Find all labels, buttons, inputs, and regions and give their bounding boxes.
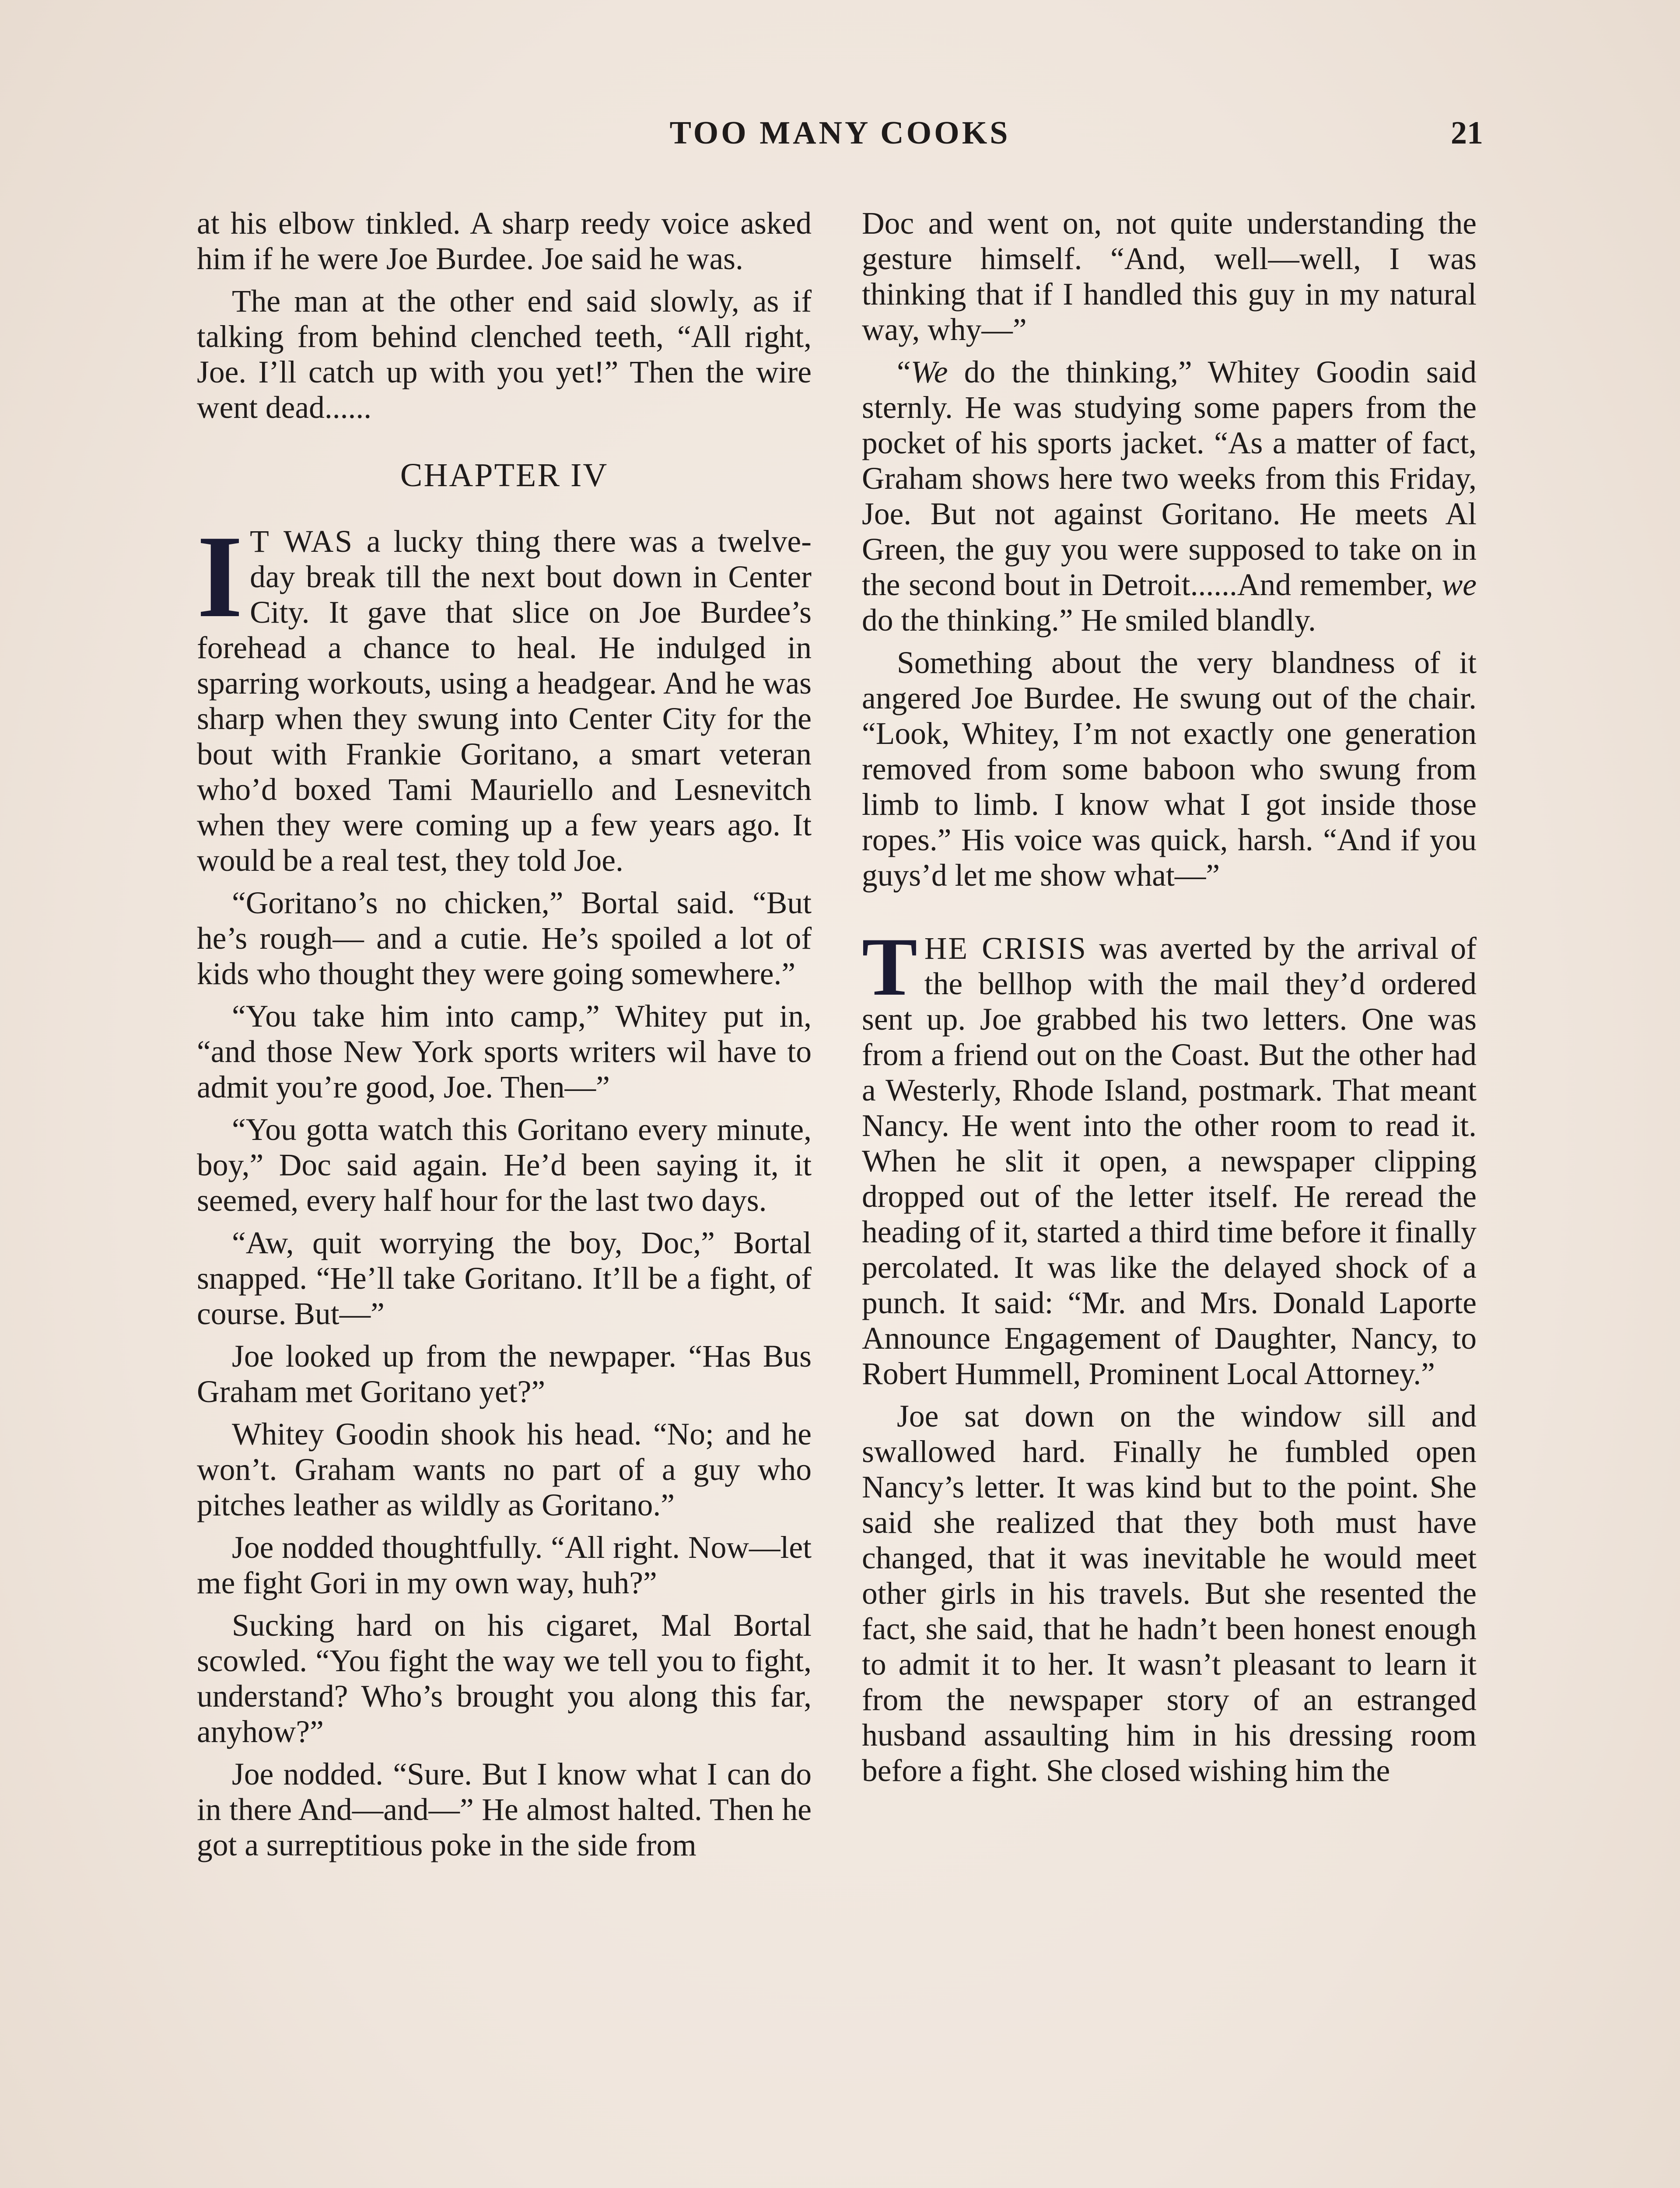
paragraph	[862, 921, 1477, 1392]
paragraph-text: was averted by the arrival of the bellhop with the mail they’d ordered sent up. Joe grabbed his two letters. One was from a friend out on the Coast. But the other had a Westerly, Rhode Island, postmark. That meant Nancy. He went into the other room to read it. When he slit it open, a newspaper clipping dropped out of the letter itself. He reread the heading of it, started a third time before it finally percolated. It was like the delayed shock of a punch. It said: “Mr. and Mrs. Donald Laporte Announce Engagement of Daughter, Nancy, to Robert Hummell, Prominent Local Attorney.”	[862, 931, 1477, 1391]
paragraph: “We do the thinking,” Whitey Goodin said sternly. He was studying some papers from the pocket of his sports jacket. “As a matter of fact, Graham shows here two weeks from this Friday, Joe. But not against Goritano. He meets Al Green, the guy you were supposed to take on in the second bout in Detroit......And remember, we do the thinking.” He smiled blandly.	[862, 355, 1477, 638]
lead-in: HE CRISIS	[924, 931, 1087, 966]
paragraph: Sucking hard on his cigaret, Mal Bortal scowled. “You fight the way we tell you to fight, understand? Who’s brought you along this far, anyhow?”	[197, 1608, 812, 1749]
drop-cap: T	[862, 921, 917, 1013]
paragraph: Joe nodded. “Sure. But I know what I can do in there And—and—” He almost halted. Then he got a surreptitious poke in the side from	[197, 1757, 812, 1862]
paragraph-text: do the thinking,” Whitey Goodin said sternly. He was studying some papers from the pocket of his sports jacket. “As a matter of fact, Graham shows here two weeks from this Friday, Joe. But not against Goritano. He meets Al Green, the guy you were supposed to take on in the second bout in Detroit......And remember,	[862, 355, 1477, 602]
paragraph-text: do the thinking.” He smiled blandly.	[862, 603, 1316, 638]
emphasis: We	[910, 355, 948, 389]
lead-in: T WAS	[250, 524, 354, 559]
left-column	[197, 206, 812, 1870]
paragraph: Doc and went on, not quite understanding the gesture himself. “And, well—well, I was thinking that if I handled this guy in my natural way, why—”	[862, 206, 1477, 347]
right-column	[862, 206, 1477, 1795]
section-break	[862, 900, 1477, 931]
drop-cap: I	[197, 511, 243, 642]
page-header	[197, 115, 1483, 167]
paragraph	[197, 511, 812, 878]
paragraph: “Goritano’s no chicken,” Bortal said. “But he’s rough— and a cutie. He’s spoiled a lot of kids who thought they were going somewhere.”	[197, 886, 812, 991]
running-title: TOO MANY COOKS	[669, 115, 1011, 151]
paragraph: Whitey Goodin shook his head. “No; and he won’t. Graham wants no part of a guy who pitches leather as wildly as Goritano.”	[197, 1417, 812, 1522]
paragraph: Joe looked up from the newpaper. “Has Bus Graham met Goritano yet?”	[197, 1339, 812, 1409]
paragraph: Joe nodded thoughtfully. “All right. Now—let me fight Gori in my own way, huh?”	[197, 1530, 812, 1600]
chapter-heading: CHAPTER IV	[400, 457, 609, 494]
paragraph-text: a lucky thing there was a twelve-day break till the next bout down in Center City. It gave that slice on Joe Burdee’s forehead a chance to heal. He indulged in sparring workouts, using a headgear. And he was sharp when they swung into Center City for the bout with Frankie Goritano, a smart veteran who’d boxed Tami Mauriello and Lesnevitch when they were coming up a few years ago. It would be a real test, they told Joe.	[197, 524, 812, 878]
paragraph: The man at the other end said slowly, as if talking from behind clenched teeth, “All right, Joe. I’ll catch up with you yet!” Then the wire went dead......	[197, 284, 812, 425]
paragraph: at his elbow tinkled. A sharp reedy voice asked him if he were Joe Burdee. Joe said he was.	[197, 206, 812, 276]
emphasis: we	[1442, 568, 1477, 602]
paragraph: “You take him into camp,” Whitey put in, “and those New York sports writers wil have to admit you’re good, Joe. Then—”	[197, 999, 812, 1105]
paragraph: “You gotta watch this Goritano every minute, boy,” Doc said again. He’d been saying it, it seemed, every half hour for the last two days.	[197, 1112, 812, 1218]
paragraph: Joe sat down on the window sill and swallowed hard. Finally he fumbled open Nancy’s letter. It was kind but to the point. She said she realized that they both must have changed, that it was inevitable he would meet other girls in his travels. But she resented the fact, she said, that he hadn’t been honest enough to admit it to her. It wasn’t pleasant to learn it from the newspaper story of an estranged husband assaulting him in his dressing room before a fight. She closed wishing him the	[862, 1399, 1477, 1788]
paragraph: “Aw, quit worrying the boy, Doc,” Bortal snapped. “He’ll take Goritano. It’ll be a fight, of course. But—”	[197, 1226, 812, 1331]
page-number: 21	[1451, 115, 1483, 151]
paragraph: Something about the very blandness of it angered Joe Burdee. He swung out of the chair. “Look, Whitey, I’m not exactly one generation removed from some baboon who swung from limb to limb. I know what I got inside those ropes.” His voice was quick, harsh. “And if you guys’d let me show what—”	[862, 645, 1477, 893]
